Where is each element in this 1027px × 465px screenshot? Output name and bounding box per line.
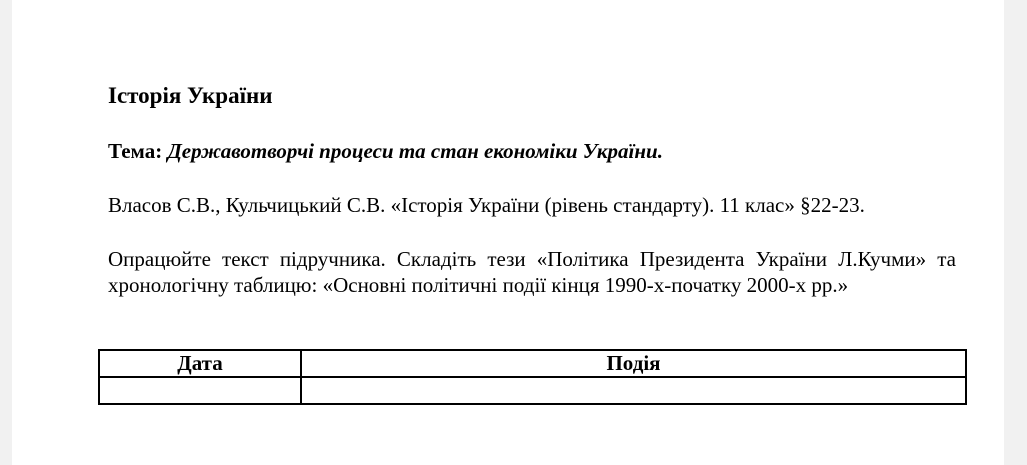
chronology-table [98, 349, 967, 405]
table-header-row [99, 350, 966, 377]
table-row [99, 377, 966, 404]
document-title: Історія України [108, 83, 273, 108]
document-page [12, 0, 1004, 465]
assignment-instruction: Опрацюйте текст підручника. Складіть тези «Політика Президента України Л.Кучми» та хронологічну таблицю: «Основні політичні події кінця 1990-х-початку 2000-х рр.» [108, 247, 956, 297]
topic-line [108, 139, 663, 164]
topic-label: Тема: [108, 139, 163, 163]
header-event: Подія [301, 350, 966, 377]
textbook-reference: Власов С.В., Кульчицький С.В. «Історія України (рівень стандарту). 11 клас» §22-23. [108, 193, 865, 217]
topic-value: Державотворчі процеси та стан економіки України. [167, 139, 663, 163]
cell-date [99, 377, 301, 404]
cell-event [301, 377, 966, 404]
header-date: Дата [99, 350, 301, 377]
